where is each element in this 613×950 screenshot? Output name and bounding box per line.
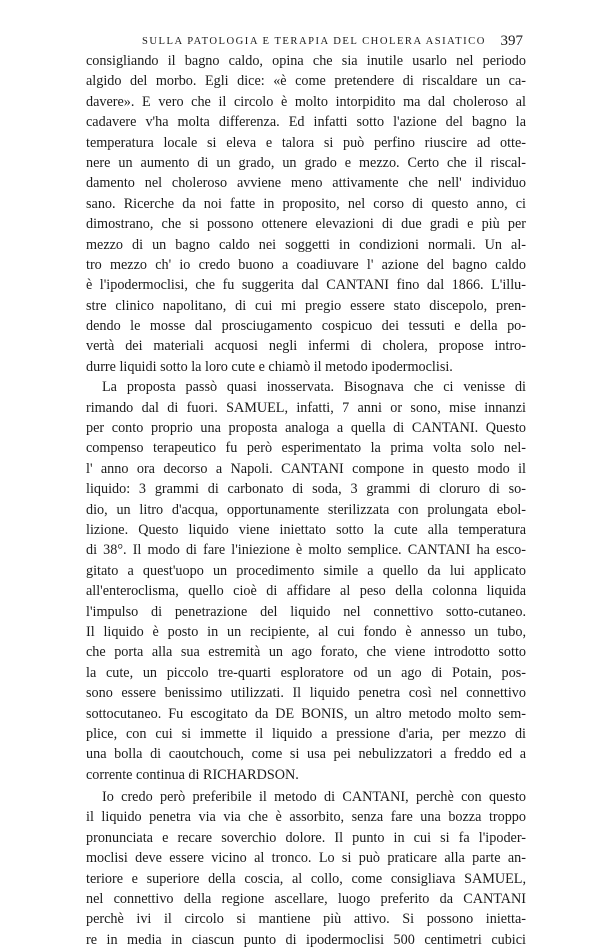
text-line: damento nel choleroso avviene meno attivamente che nell' individuo (86, 175, 526, 192)
running-head: SULLA PATOLOGIA E TERAPIA DEL CHOLERA ASIATICO (142, 36, 486, 47)
text-line: consigliando il bagno caldo, opina che sia inutile usarlo nel periodo (86, 53, 526, 69)
text-line: durre liquidi sotto la loro cute e chiamò il metodo ipodermoclisi. (86, 358, 453, 375)
text-line: per conto proprio una proposta analoga a quella di CANTANI. Questo (86, 420, 526, 437)
text-line: gitato a quest'uopo un procedimento simile a quello da lui applicato (86, 562, 526, 579)
page-header (86, 33, 523, 53)
text-line: nere un aumento di un grado, un grado e mezzo. Certo che il riscal- (86, 154, 526, 171)
text-line: sano. Ricerche da noi fatte in proposito, nel corso di questo anno, ci (86, 195, 526, 212)
text-line: che porta alla sua estremità un ago forato, che viene introdotto sotto (86, 644, 526, 661)
text-line: tro mezzo ch' io credo buono a coadiuvare l' azione del bagno caldo (86, 256, 526, 273)
text-line: rimando dal di fuori. SAMUEL, infatti, 7 anni or sono, mise innanzi (86, 399, 526, 416)
text-line: Io credo però preferibile il metodo di CANTANI, perchè con questo (102, 789, 526, 806)
text-line: una bolla di caoutchouch, come si usa pei nebulizzatori a freddo ed a (86, 746, 526, 763)
text-line: corrente continua di RICHARDSON. (86, 766, 299, 783)
text-line: sottocutaneo. Fu escogitato da DE BONIS, un altro metodo molto sem- (86, 705, 526, 722)
text-line: sono essere benissimo utilizzati. Il liquido penetra così nel connettivo (86, 685, 526, 702)
text-line: liquido: 3 grammi di carbonato di soda, 3 grammi di cloruro di so- (86, 481, 526, 498)
text-line: dendo le mosse dal prosciugamento cospicuo dei tessuti e della po- (86, 318, 526, 335)
text-line: l'impulso di penetrazione del liquido nel connettivo sotto-cutaneo. (86, 603, 526, 620)
text-line: stre clinico napolitano, di cui mi pregio essere stato discepolo, pren- (86, 297, 526, 314)
text-line: vertà dei materiali acquosi negli infermi di cholera, propose intro- (86, 338, 526, 355)
text-line: nel connettivo della regione ascellare, luogo preferito da CANTANI (86, 891, 526, 908)
text-line: algido del morbo. Egli dice: «è come pretendere di riscaldare un ca- (86, 73, 526, 90)
text-line: pronunciata e recare soverchio dolore. Il punto in cui si fa l'ipoder- (86, 829, 526, 846)
text-line: moclisi deve essere vicino al tronco. Lo si può praticare alla parte an- (86, 850, 526, 867)
text-line: perchè ivi il circolo si mantiene più attivo. Si possono inietta- (86, 911, 526, 928)
text-line: all'enteroclisma, quello cioè di affidare al peso della colonna liquida (86, 583, 526, 600)
text-line: Il liquido è posto in un recipiente, al cui fondo è annesso un tubo, (86, 623, 526, 640)
text-line: è l'ipodermoclisi, che fu suggerita dal CANTANI fino dal 1866. L'illu- (86, 277, 526, 294)
text-line: il liquido penetra via via che è assorbito, senza fare una bozza troppo (86, 809, 526, 826)
text-line: cadavere v'ha molta differenza. Ed infatti sotto l'azione del bagno la (86, 114, 526, 131)
page-number: 397 (500, 33, 523, 49)
text-line: l' anno ora decorso a Napoli. CANTANI compone in questo modo il (86, 460, 526, 477)
text-line: lizione. Questo liquido viene iniettato sotto la cute alla temperatura (86, 521, 526, 538)
text-line: compenso terapeutico fu però esperimentato la prima volta solo nel- (86, 440, 526, 457)
text-line: la cute, un piccolo tre-quarti esploratore od un ago di Potain, pos- (86, 664, 526, 681)
text-line: dio, un litro d'acqua, opportunamente sterilizzata con prolungata ebol- (86, 501, 526, 518)
body-text (86, 51, 526, 950)
text-line: davere». E vero che il circolo è molto intorpidito ma dal choleroso al (86, 93, 526, 110)
text-line: re in media in ciascun punto di ipodermoclisi 500 centimetri cubici (86, 931, 526, 948)
text-line: plice, con cui si immette il liquido a pressione d'aria, per mezzo di (86, 725, 526, 742)
text-line: dimostrano, che si possono ottenere elevazioni di due gradi e più per (86, 216, 526, 233)
text-line: mezzo di un bagno caldo nei soggetti in condizioni normali. Un al- (86, 236, 526, 253)
text-line: temperatura locale si eleva e talora si può perfino riuscire ad otte- (86, 134, 526, 151)
text-line: di 38°. Il modo di fare l'iniezione è molto semplice. CANTANI ha esco- (86, 542, 526, 559)
text-line: La proposta passò quasi inosservata. Bisognava che ci venisse di (102, 379, 526, 396)
text-line: teriore e superiore della coscia, al collo, come consigliava SAMUEL, (86, 870, 526, 887)
